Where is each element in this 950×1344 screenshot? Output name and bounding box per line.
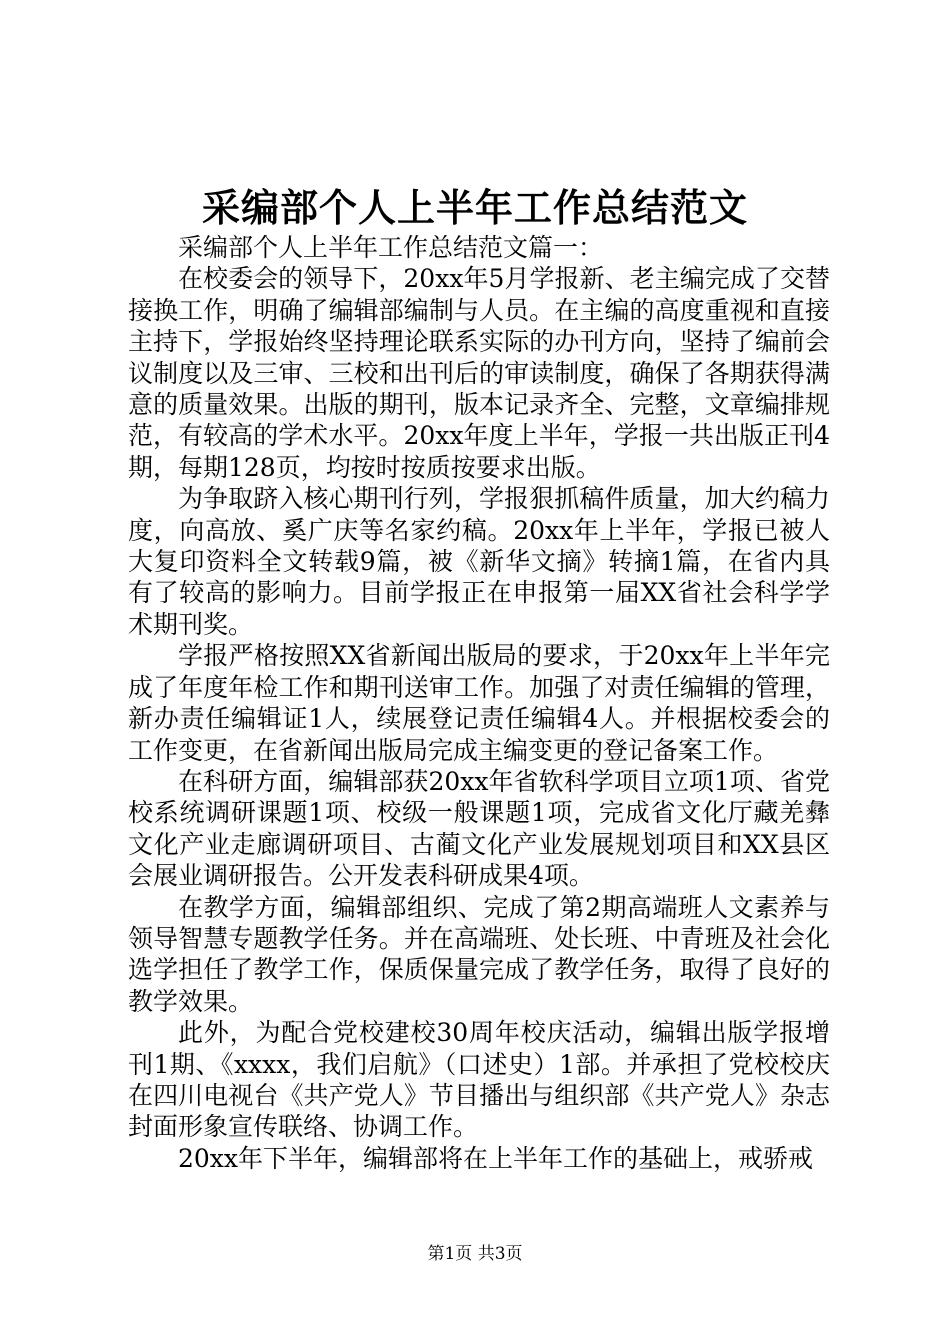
- body-paragraph: 为争取跻入核心期刊行列，学报狠抓稿件质量，加大约稿力度，向高放、奚广庆等名家约稿。20xx年上半年，学报已被人大复印资料全文转载9篇，被《新华文摘》转摘1篇，在省内具有了较高的影响力。目前学报正在申报第一届XX省社会科学学术期刊奖。: [128, 484, 830, 639]
- body-paragraph: 在教学方面，编辑部组织、完成了第2期高端班人文素养与领导智慧专题教学任务。并在高端班、处长班、中青班及社会化选学担任了教学工作，保质保量完成了教学任务，取得了良好的教学效果。: [128, 892, 830, 1016]
- body-paragraph: 在科研方面，编辑部获20xx年省软科学项目立项1项、省党校系统调研课题1项、校级一般课题1项，完成省文化厅藏羌彝文化产业走廊调研项目、古蔺文化产业发展规划项目和XX县区会展业调研报告。公开发表科研成果4项。: [128, 766, 830, 891]
- body-paragraph: 在校委会的领导下，20xx年5月学报新、老主编完成了交替接换工作，明确了编辑部编制与人员。在主编的高度重视和直接主持下，学报始终坚持理论联系实际的办刊方向，坚持了编前会议制度以及三审、三校和出刊后的审读制度，确保了各期获得满意的质量效果。出版的期刊，版本记录齐全、完整，文章编排规范，有较高的学术水平。20xx年度上半年，学报一共出版正刊4期，每期128页，均按时按质按要求出版。: [128, 264, 830, 482]
- document-body: [128, 232, 830, 1174]
- page-number-footer: 第1页 共3页: [427, 1244, 523, 1264]
- body-paragraph: 20xx年下半年，编辑部将在上半年工作的基础上，戒骄戒: [178, 1143, 814, 1173]
- document-title: 采编部个人上半年工作总结范文: [201, 185, 748, 230]
- intro-paragraph: 采编部个人上半年工作总结范文篇一：: [178, 233, 604, 262]
- body-paragraph: 此外，为配合党校建校30周年校庆活动，编辑出版学报增刊1期、《xxxx，我们启航》（口述史）1部。并承担了党校校庆在四川电视台《共产党人》节目播出与组织部《共产党人》杂志封面形象宣传联络、协调工作。: [128, 1018, 830, 1142]
- body-paragraph: 学报严格按照XX省新闻出版局的要求，于20xx年上半年完成了年度年检工作和期刊送审工作。加强了对责任编辑的管理，新办责任编辑证1人，续展登记责任编辑4人。并根据校委会的工作变更，在省新闻出版局完成主编变更的登记备案工作。: [128, 641, 830, 765]
